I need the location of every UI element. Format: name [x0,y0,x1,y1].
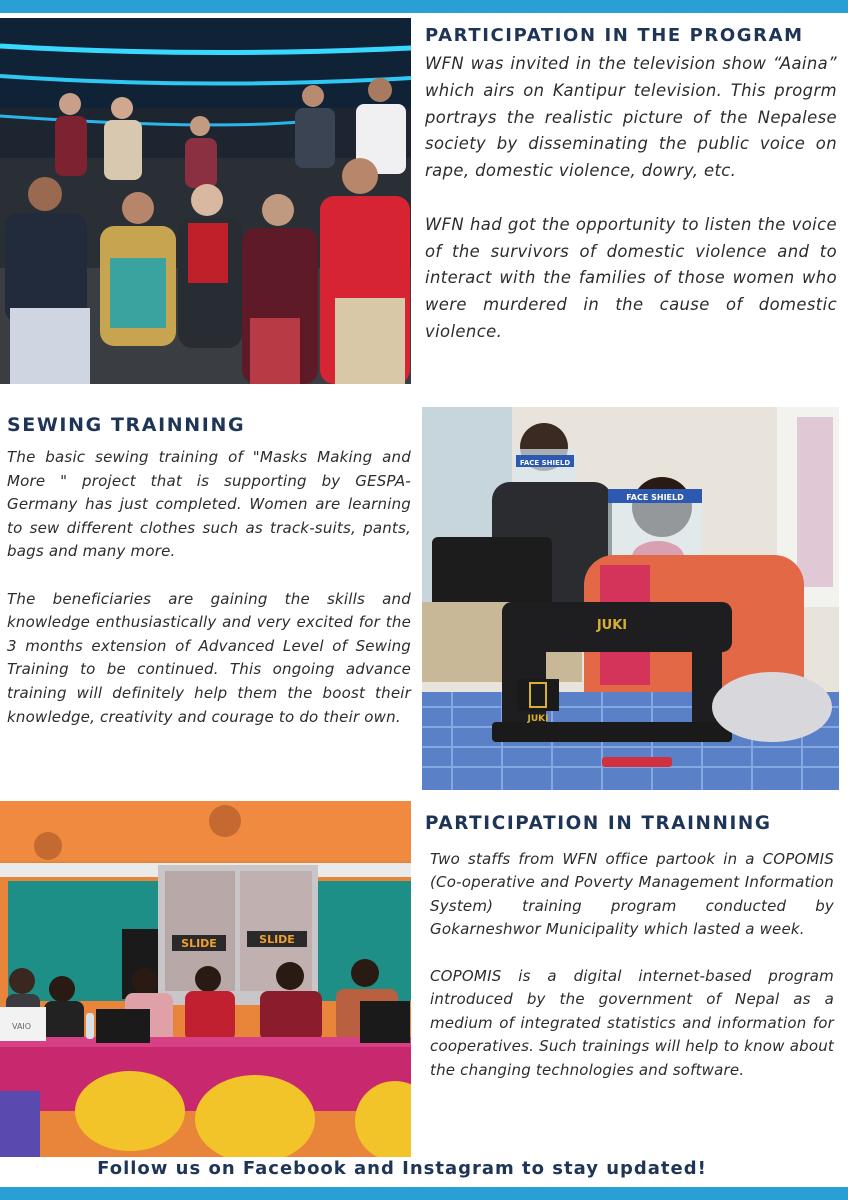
program-paragraph-1: WFN was invited in the television show “Aaina” which airs on Kantipur television. This progrm portrays the realistic picture of the Nepalese society by disseminating the public voice on rape, domestic violence, dowry, etc. [425,54,837,181]
juki-top-label: JUKI [596,618,628,633]
slide-sign-left: SLIDE [181,937,217,950]
bottom-accent-bar [0,1187,848,1200]
program-text [425,51,837,346]
tv-show-photo-art [0,18,411,384]
training-photo [0,801,411,1157]
laptop-brand-label: VAIO [12,1022,32,1031]
training-text [430,848,834,1082]
sewing-heading: SEWING TRAINNING [7,414,246,436]
program-heading: PARTICIPATION IN THE PROGRAM [425,25,804,46]
slide-sign-right: SLIDE [259,933,295,946]
sewing-photo-art [422,407,839,790]
top-accent-bar [0,0,848,13]
sewing-photo [422,407,839,790]
sewing-text [7,446,411,729]
program-paragraph-2: WFN had got the opportunity to listen the voice of the survivors of domestic violence and to interact with the families of those women who were murdered in the cause of domestic violence. [425,214,837,341]
training-paragraph-1: Two staffs from WFN office partook in a COPOMIS (Co-operative and Poverty Management Information System) training program conducted by Gokarneshwor Municipality which lasted a week. [430,850,834,939]
training-paragraph-2: COPOMIS is a digital internet-based program introduced by the government of Nepal as a medium of integrated statistics and information for cooperatives. Such trainings will help to know about the changing technologies and software. [430,967,834,1079]
sewing-paragraph-1: The basic sewing training of "Masks Making and More " project that is supporting by GESPA-Germany has just completed. Women are learning to sew different clothes such as track-suits, pants, bags and many more. [7,448,411,561]
training-photo-art [0,801,411,1157]
face-shield-front-label: FACE SHIELD [626,493,684,502]
social-follow-banner: Follow us on Facebook and Instagram to stay updated! [97,1158,707,1179]
face-shield-back-label: FACE SHIELD [519,459,571,467]
training-heading: PARTICIPATION IN TRAINNING [425,813,772,834]
tv-show-photo [0,18,411,384]
sewing-paragraph-2: The beneficiaries are gaining the skills and knowledge enthusiastically and very excited for the 3 months extension of Advanced Level of Sewing Training to be continued. This ongoing advance training will definitely help them the boost their knowledge, creativity and courage to do their own. [7,589,411,726]
juki-front-label: JUKI [527,714,549,724]
